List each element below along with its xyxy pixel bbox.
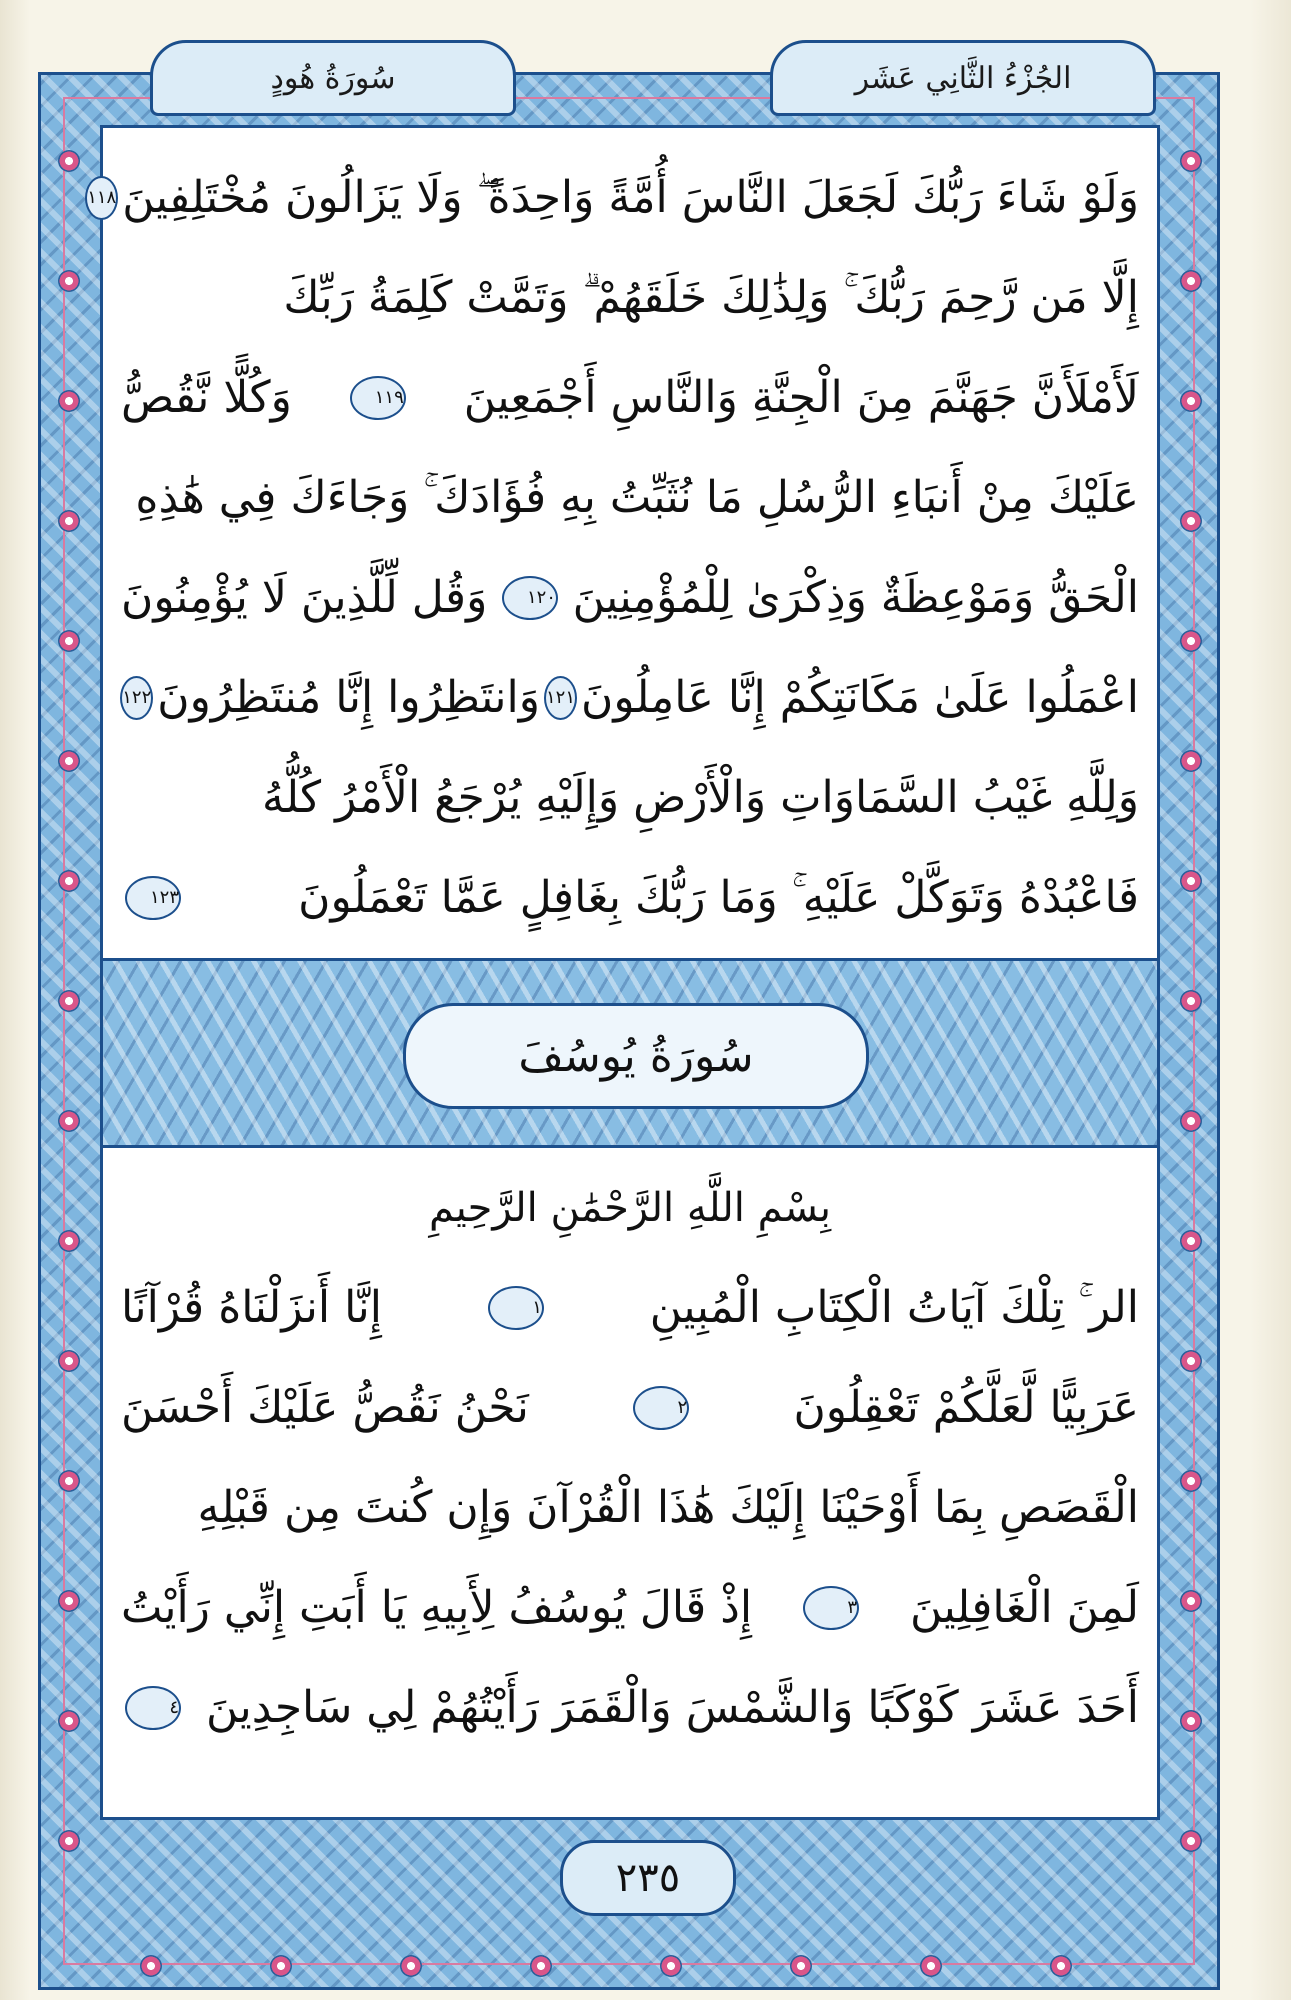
- surah-title-cartouche: [403, 1003, 869, 1109]
- rosette-ornament: [58, 1110, 80, 1132]
- verse-text: وَانتَظِرُوا إِنَّا مُنتَظِرُونَ: [157, 672, 540, 723]
- rosette-ornament: [270, 1955, 292, 1977]
- verse-text: أَحَدَ عَشَرَ كَوْكَبًا وَالشَّمْسَ وَالْقَمَرَ رَأَيْتُهُمْ لِي سَاجِدِينَ: [206, 1682, 1139, 1733]
- rosette-ornament: [1180, 1230, 1202, 1252]
- text-line: [103, 748, 1157, 848]
- juz-name-label: الجُزْءُ الثَّانِي عَشَر: [854, 60, 1072, 96]
- rosette-ornament: [1180, 1590, 1202, 1612]
- verse-text: فَاعْبُدْهُ وَتَوَكَّلْ عَلَيْهِ ۚ وَمَا رَبُّكَ بِغَافِلٍ عَمَّا تَعْمَلُونَ: [298, 872, 1139, 923]
- verse-text: إِذْ قَالَ يُوسُفُ لِأَبِيهِ يَا أَبَتِ إِنِّي رَأَيْتُ: [121, 1582, 753, 1633]
- verse-text: إِلَّا مَن رَّحِمَ رَبُّكَ ۚ وَلِذَٰلِكَ خَلَقَهُمْ ۗ وَتَمَّتْ كَلِمَةُ رَبِّكَ: [283, 272, 1139, 323]
- page-number-badge: [560, 1840, 736, 1916]
- rosette-ornament: [1180, 1830, 1202, 1852]
- rosette-ornament: [58, 390, 80, 412]
- rosette-ornament: [58, 1350, 80, 1372]
- text-line: [103, 1258, 1157, 1358]
- verse-number-marker: ١٢٣: [125, 876, 181, 920]
- verse-text: إِنَّا أَنزَلْنَاهُ قُرْآنًا: [121, 1282, 382, 1333]
- surah-title: سُورَةُ يُوسُفَ: [518, 1030, 754, 1082]
- rosette-ornament: [790, 1955, 812, 1977]
- text-panel: [87, 125, 1160, 1820]
- basmala-line: [103, 1158, 1157, 1258]
- rosette-ornament: [58, 1590, 80, 1612]
- rosette-ornament: [58, 270, 80, 292]
- verse-number-marker: ١٢١: [544, 676, 577, 720]
- verse-text: عَرَبِيًّا لَّعَلَّكُمْ تَعْقِلُونَ: [793, 1382, 1139, 1433]
- verse-number-marker: ١١٩: [350, 376, 406, 420]
- verse-text: نَحْنُ نَقُصُّ عَلَيْكَ أَحْسَنَ: [121, 1382, 529, 1433]
- verse-number-marker: ٣: [803, 1586, 859, 1630]
- surah-yusuf-text: [103, 1158, 1157, 1758]
- verse-text: وَلَوْ شَاءَ رَبُّكَ لَجَعَلَ النَّاسَ أُمَّةً وَاحِدَةً ۖ وَلَا يَزَالُونَ مُخْتَلِفِينَ: [122, 172, 1139, 223]
- text-line: [87, 148, 1157, 248]
- verse-text: عَلَيْكَ مِنْ أَنبَاءِ الرُّسُلِ مَا نُثَبِّتُ بِهِ فُؤَادَكَ ۚ وَجَاءَكَ فِي هَٰذِهِ: [135, 472, 1139, 523]
- verse-number-marker: ١: [488, 1286, 544, 1330]
- rosette-ornament: [58, 1230, 80, 1252]
- verse-number-marker: ١١٨: [85, 176, 118, 220]
- surah-name-label: سُورَةُ هُودٍ: [270, 60, 396, 96]
- surah-hud-text: [87, 148, 1157, 948]
- rosette-ornament: [140, 1955, 162, 1977]
- text-line: [103, 548, 1157, 648]
- rosette-ornament: [1180, 510, 1202, 532]
- text-line: [103, 248, 1157, 348]
- verse-text: اعْمَلُوا عَلَىٰ مَكَانَتِكُمْ إِنَّا عَامِلُونَ: [581, 672, 1139, 723]
- rosette-ornament: [1180, 750, 1202, 772]
- rosette-ornament: [1180, 870, 1202, 892]
- rosette-ornament: [58, 1470, 80, 1492]
- verse-text: وَلِلَّهِ غَيْبُ السَّمَاوَاتِ وَالْأَرْضِ وَإِلَيْهِ يُرْجَعُ الْأَمْرُ كُلُّهُ: [262, 772, 1139, 823]
- text-line: [103, 1358, 1157, 1458]
- rosette-ornament: [1180, 1710, 1202, 1732]
- rosette-ornament: [1180, 270, 1202, 292]
- verse-text: لَأَمْلَأَنَّ جَهَنَّمَ مِنَ الْجِنَّةِ وَالنَّاسِ أَجْمَعِينَ: [463, 372, 1139, 423]
- rosette-ornament: [530, 1955, 552, 1977]
- rosette-ornament: [58, 1710, 80, 1732]
- text-line: [103, 448, 1157, 548]
- rosette-ornament: [1180, 390, 1202, 412]
- rosette-ornament: [400, 1955, 422, 1977]
- rosette-ornament: [660, 1955, 682, 1977]
- juz-name-tab: [770, 40, 1156, 116]
- text-line: [103, 348, 1157, 448]
- verse-number-marker: ١٢٢: [120, 676, 153, 720]
- basmala: بِسْمِ اللَّهِ الرَّحْمَٰنِ الرَّحِيمِ: [428, 1185, 832, 1231]
- verse-text: الر ۚ تِلْكَ آيَاتُ الْكِتَابِ الْمُبِينِ: [649, 1282, 1139, 1333]
- rosette-ornament: [58, 870, 80, 892]
- verse-number-marker: ٤: [125, 1686, 181, 1730]
- text-line: [103, 1558, 1157, 1658]
- rosette-ornament: [1180, 990, 1202, 1012]
- text-line: [103, 1458, 1157, 1558]
- verse-text: لَمِنَ الْغَافِلِينَ: [910, 1582, 1139, 1633]
- text-line: [103, 1658, 1157, 1758]
- page-number: ٢٣٥: [615, 1855, 681, 1901]
- rosette-ornament: [1180, 1110, 1202, 1132]
- text-line: [103, 848, 1157, 948]
- verse-number-marker: ١٢٠: [502, 576, 558, 620]
- rosette-ornament: [1180, 150, 1202, 172]
- surah-title-banner: [103, 958, 1157, 1148]
- verse-text: الْقَصَصِ بِمَا أَوْحَيْنَا إِلَيْكَ هَٰذَا الْقُرْآنَ وَإِن كُنتَ مِن قَبْلِهِ: [197, 1482, 1139, 1533]
- rosette-ornament: [58, 750, 80, 772]
- rosette-ornament: [1180, 630, 1202, 652]
- verse-text: الْحَقُّ وَمَوْعِظَةٌ وَذِكْرَىٰ لِلْمُؤْمِنِينَ: [572, 572, 1139, 623]
- rosette-ornament: [1180, 1470, 1202, 1492]
- surah-name-tab: [150, 40, 516, 116]
- verse-text: وَكُلًّا نَّقُصُّ: [121, 372, 292, 423]
- rosette-ornament: [1050, 1955, 1072, 1977]
- rosette-ornament: [1180, 1350, 1202, 1372]
- verse-text: وَقُل لِّلَّذِينَ لَا يُؤْمِنُونَ: [121, 572, 488, 623]
- text-line: [103, 648, 1157, 748]
- rosette-ornament: [920, 1955, 942, 1977]
- rosette-ornament: [58, 1830, 80, 1852]
- rosette-ornament: [58, 630, 80, 652]
- rosette-ornament: [58, 510, 80, 532]
- rosette-ornament: [58, 150, 80, 172]
- rosette-ornament: [58, 990, 80, 1012]
- verse-number-marker: ٢: [633, 1386, 689, 1430]
